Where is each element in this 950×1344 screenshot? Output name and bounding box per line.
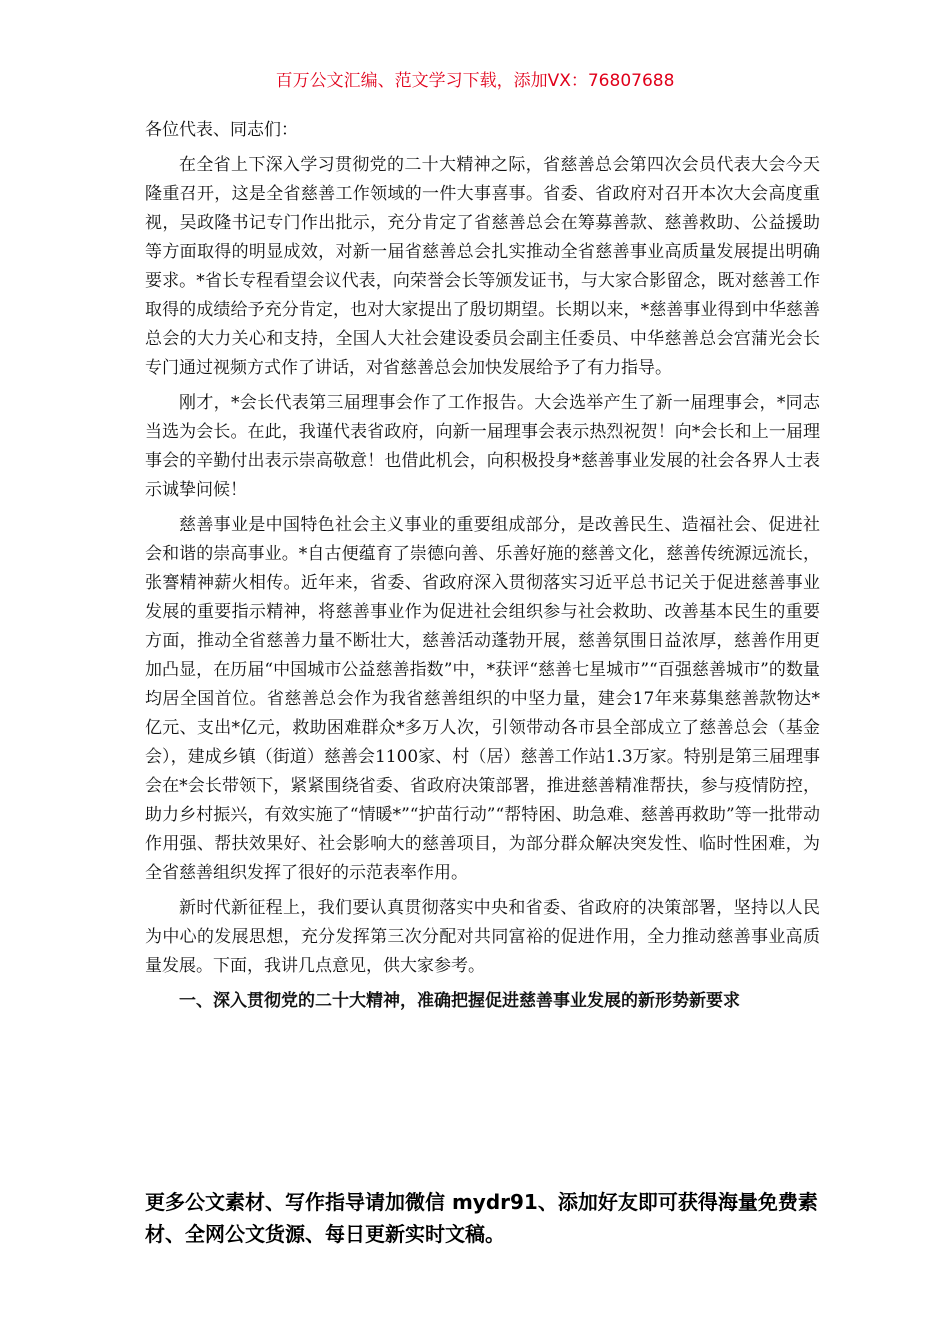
paragraph: 在全省上下深入学习贯彻党的二十大精神之际，省慈善总会第四次会员代表大会今天隆重召开，这是全省慈善工作领域的一件大事喜事。省委、省政府对召开本次大会高度重视，吴政隆书记专门作出批示，充分肯定了省慈善总会在筹募善款、慈善救助、公益援助等方面取得的明显成效，对新一届省慈善总会扎实推动全省慈善事业高质量发展提出明确要求。*省长专程看望会议代表，向荣誉会长等颁发证书，与大家合影留念，既对慈善工作取得的成绩给予充分肯定，也对大家提出了殷切期望。长期以来，*慈善事业得到中华慈善总会的大力关心和支持，全国人大社会建设委员会副主任委员、中华慈善总会宫蒲光会长专门通过视频方式作了讲话，对省慈善总会加快发展给予了有力指导。 [145, 155, 820, 378]
section-heading: 一、深入贯彻党的二十大精神，准确把握促进慈善事业发展的新形势新要求 [179, 991, 740, 1011]
promo-footer: 更多公文素材、写作指导请加微信 mydr91、添加好友即可获得海量免费素材、全网公文货源、每日更新实时文稿。 [145, 1190, 818, 1246]
paragraph: 新时代新征程上，我们要认真贯彻落实中央和省委、省政府的决策部署，坚持以人民为中心的发展思想，充分发挥第三次分配对共同富裕的促进作用，全力推动慈善事业高质量发展。下面，我讲几点意见，供大家参考。 [145, 898, 820, 976]
salutation: 各位代表、同志们： [145, 120, 298, 140]
paragraph: 慈善事业是中国特色社会主义事业的重要组成部分，是改善民生、造福社会、促进社会和谐的崇高事业。*自古便蕴育了崇德向善、乐善好施的慈善文化，慈善传统源远流长，张謇精神薪火相传。近年来，省委、省政府深入贯彻落实习近平总书记关于促进慈善事业发展的重要指示精神，将慈善事业作为促进社会组织参与社会救助、改善基本民生的重要方面，推动全省慈善力量不断壮大，慈善活动蓬勃开展，慈善氛围日益浓厚，慈善作用更加凸显，在历届“中国城市公益慈善指数”中，*获评“慈善七星城市”“百强慈善城市”的数量均居全国首位。省慈善总会作为我省慈善组织的中坚力量，建会17年来募集慈善款物达*亿元、支出*亿元，救助困难群众*多万人次，引领带动各市县全部成立了慈善总会（基金会），建成乡镇（街道）慈善会1100家、村（居）慈善工作站1.3万家。特别是第三届理事会在*会长带领下，紧紧围绕省委、省政府决策部署，推进慈善精准帮扶，参与疫情防控，助力乡村振兴，有效实施了“情暖*”“护苗行动”“帮特困、助急难、慈善再救助”等一批带动作用强、帮扶效果好、社会影响大的慈善项目，为部分群众解决突发性、临时性困难，为全省慈善组织发挥了很好的示范表率作用。 [145, 515, 820, 883]
watermark-banner: 百万公文汇编、范文学习下载，添加VX：76807688 [275, 71, 675, 91]
paragraph: 刚才，*会长代表第三届理事会作了工作报告。大会选举产生了新一届理事会，*同志当选为会长。在此，我谨代表省政府，向新一届理事会表示热烈祝贺！向*会长和上一届理事会的辛勤付出表示崇高敬意！也借此机会，向积极投身*慈善事业发展的社会各界人士表示诚挚问候！ [145, 393, 820, 500]
document-body [145, 116, 820, 1016]
